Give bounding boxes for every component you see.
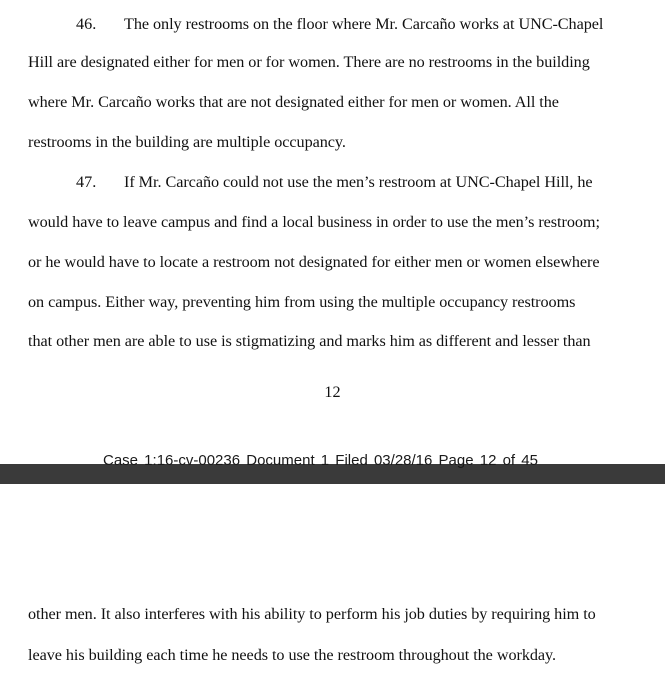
paragraph-46-line-4: restrooms in the building are multiple occupancy. — [28, 133, 346, 151]
page-number: 12 — [324, 383, 341, 401]
paragraph-46-line-2: Hill are designated either for men or for women. There are no restrooms in the building — [28, 53, 590, 71]
paragraph-47-line-2: would have to leave campus and find a local business in order to use the men’s restroom; — [28, 213, 600, 231]
paragraph-46-line-1: The only restrooms on the floor where Mr. Carcaño works at UNC-Chapel — [124, 15, 604, 33]
paragraph-47-line-3: or he would have to locate a restroom not designated for either men or women elsewhere — [28, 253, 600, 271]
paragraph-47-line-5: that other men are able to use is stigmatizing and marks him as different and lesser than — [28, 332, 591, 350]
paragraph-47-number: 47. — [76, 173, 97, 191]
paragraph-47-line-1: If Mr. Carcaño could not use the men’s restroom at UNC-Chapel Hill, he — [124, 173, 593, 191]
paragraph-46-number: 46. — [76, 15, 97, 33]
paragraph-47-line-4: on campus. Either way, preventing him from using the multiple occupancy restrooms — [28, 293, 576, 311]
next-page-line-1: other men. It also interferes with his ability to perform his job duties by requiring him to — [28, 605, 596, 623]
case-footer: Case 1:16-cv-00236 Document 1 Filed 03/28/16 Page 12 of 45 — [103, 452, 538, 469]
paragraph-46-line-3: where Mr. Carcaño works that are not designated either for men or women. All the — [28, 93, 559, 111]
next-page-line-2: leave his building each time he needs to use the restroom throughout the workday. — [28, 646, 557, 664]
